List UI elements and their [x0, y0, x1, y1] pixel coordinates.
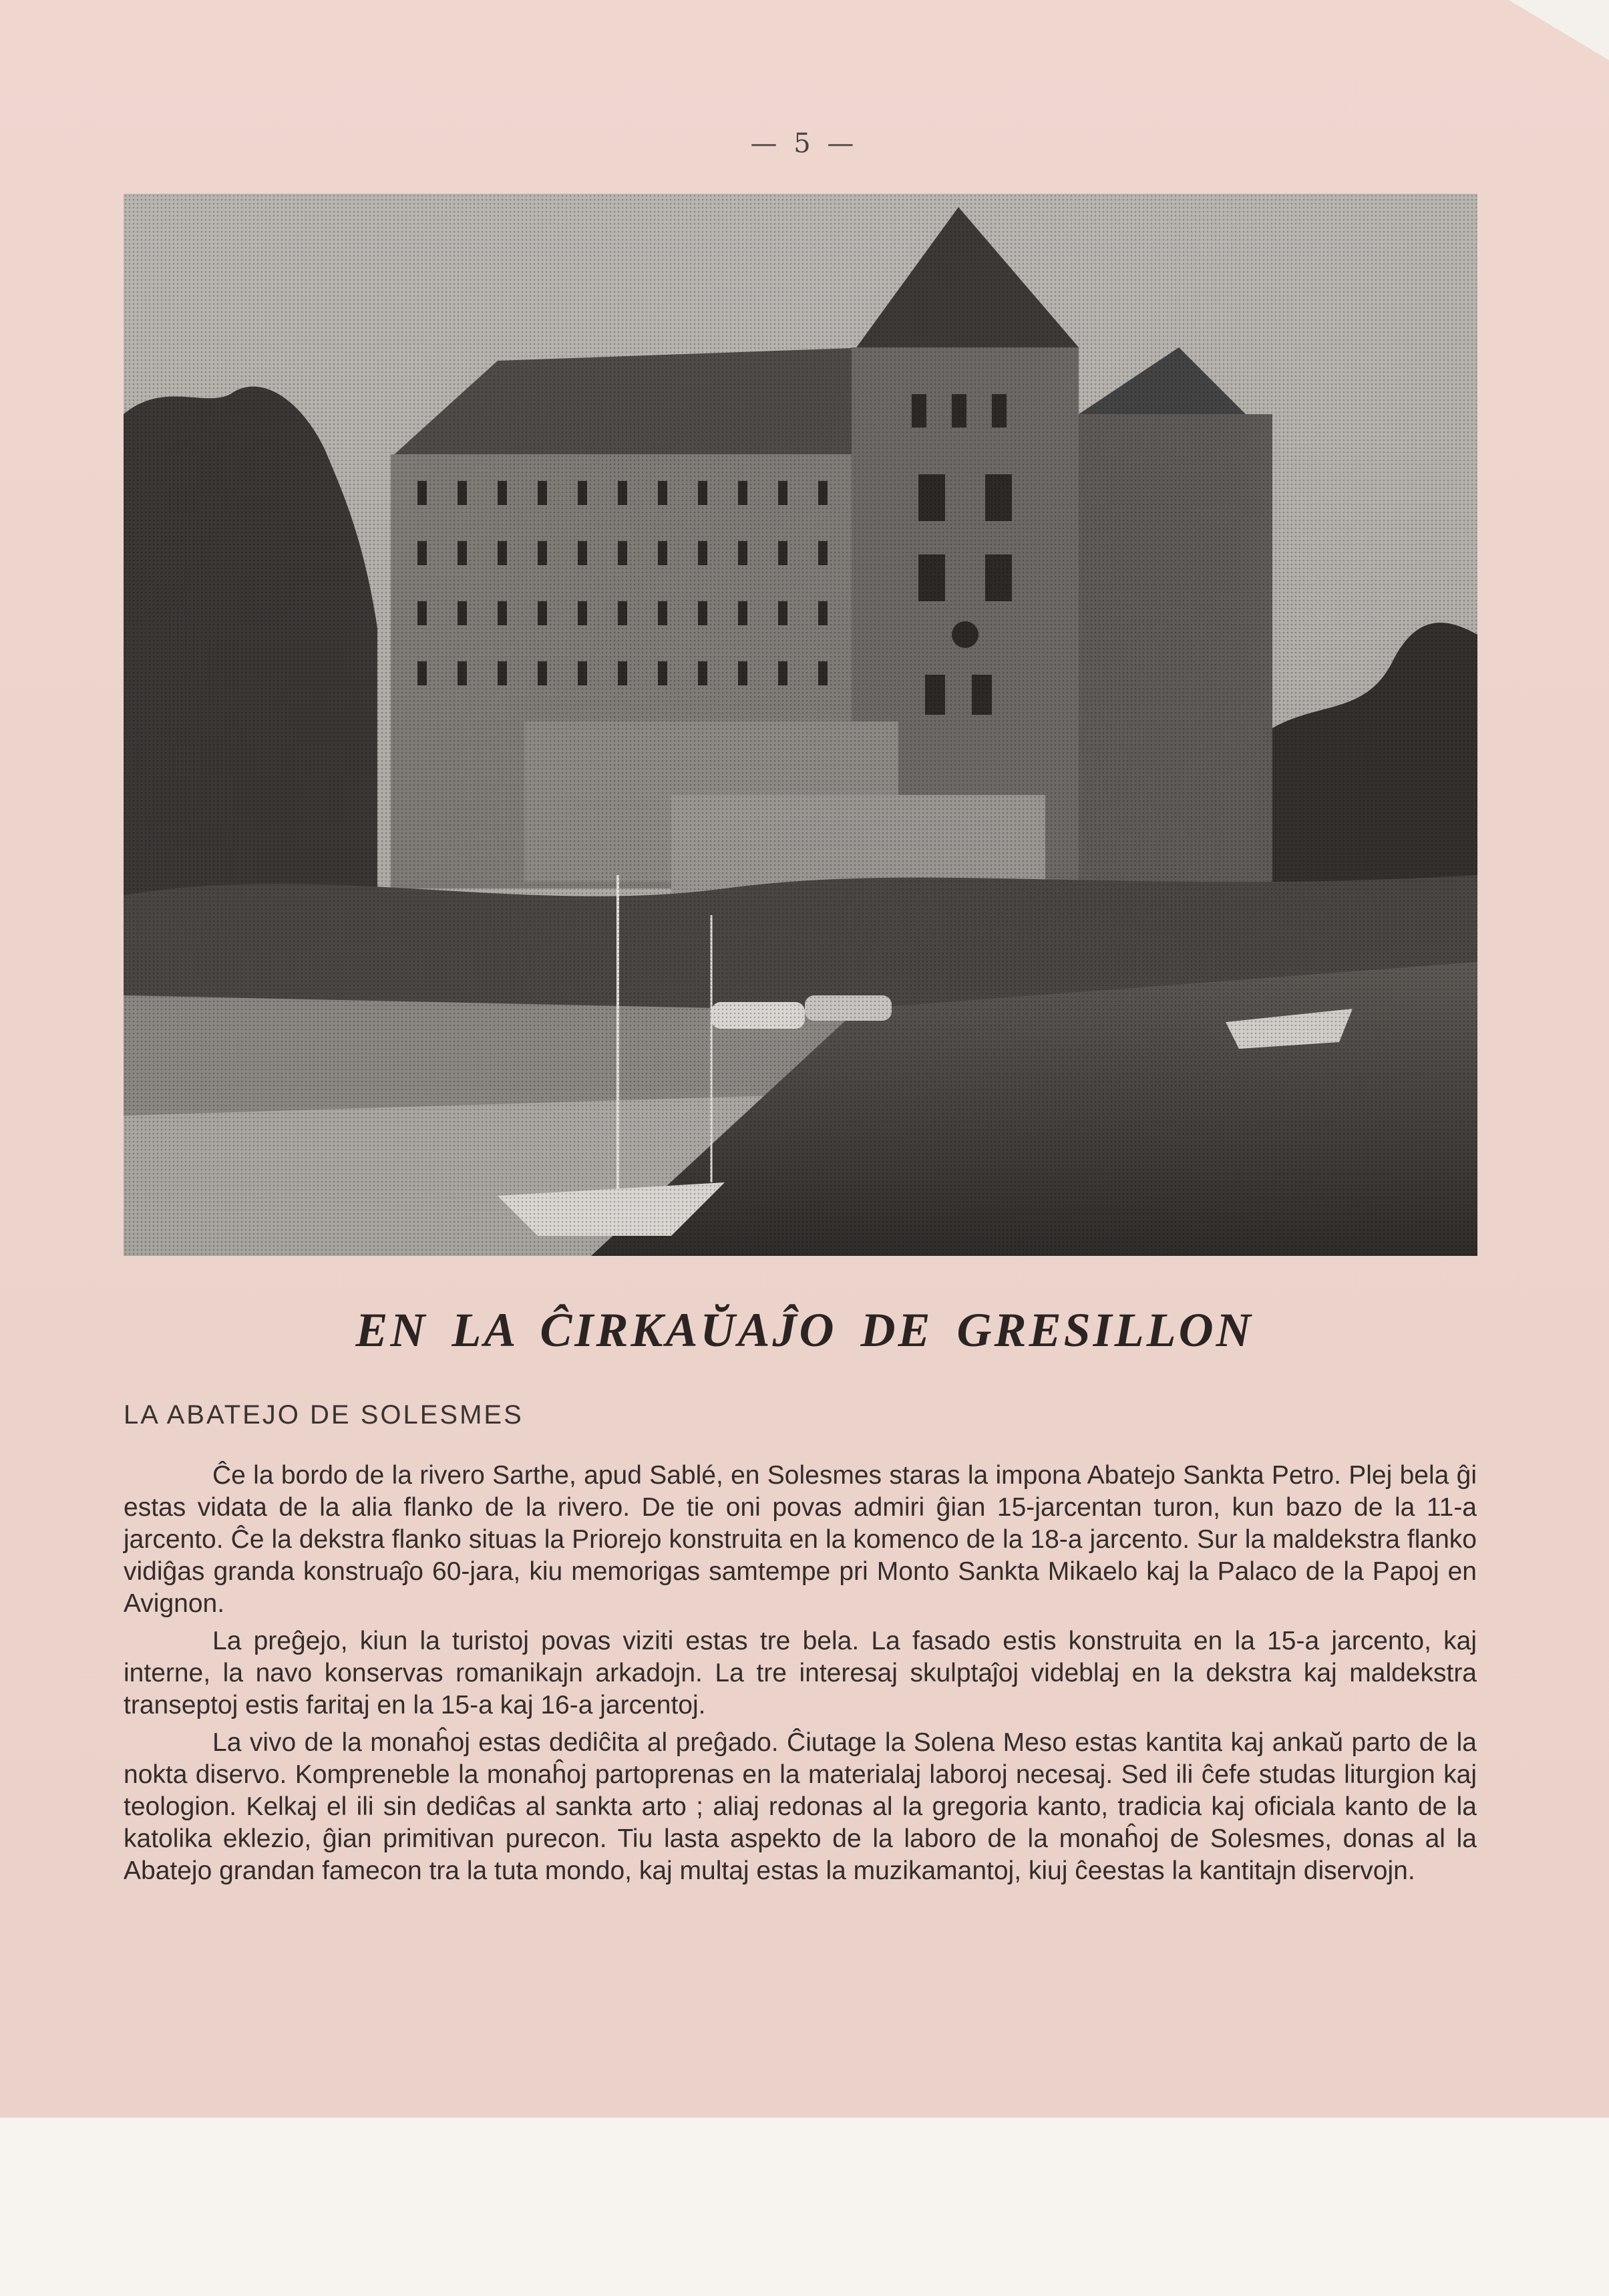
paragraph-1: Ĉe la bordo de la rivero Sarthe, apud Sablé, en Solesmes staras la impona Abatejo Sankta Petro. Plej bela ĝi estas vidata de la alia flanko de la rivero. De tie oni povas admiri ĝian 15-jarcentan turon, kun bazo de la 11-a jarcento. Ĉe la dekstra flanko situas la Priorejo konstruita en la komenco de la 18-a jarcento. Sur la maldekstra flanko vidiĝas granda konstruaĵo 60-jara, kiu memorigas samtempe pri Monto Sankta Mikaelo kaj la Palaco de la Papoj en Avignon.	[124, 1461, 1477, 1618]
abbey-photo	[124, 194, 1477, 1256]
folded-corner	[1509, 0, 1609, 60]
article-title: EN LA ĈIRKAŬAĴO DE GRESILLON	[355, 1303, 1254, 1357]
abbey-photo-icon	[124, 194, 1477, 1256]
article-body	[124, 1460, 1477, 1893]
article-subtitle: LA ABATEJO DE SOLESMES	[124, 1400, 524, 1430]
scan-background	[0, 2118, 1609, 2296]
paragraph-2: La preĝejo, kiun la turistoj povas viziti estas tre bela. La fasado estis konstruita en la 15-a jarcento, kaj interne, la navo konservas romanikajn arkadojn. La tre interesaj skulptaĵoj videblaj en la dekstra kaj maldekstra transeptoj estis faritaj en la 15-a kaj 16-a jarcentoj.	[124, 1627, 1477, 1719]
page-number: — 5 —	[750, 128, 858, 159]
paragraph-3: La vivo de la monaĥoj estas dediĉita al preĝado. Ĉiutage la Solena Meso estas kantita kaj ankaŭ parto de la nokta diservo. Kompreneble la monaĥoj partoprenas en la materialaj laboroj necesaj. Sed ili ĉefe studas liturgion kaj teologion. Kelkaj el ili sin dediĉas al sankta arto ; aliaj redonas al la gregoria kanto, tradicia kaj oficiala kanto de la katolika eklezio, ĝian primitivan purecon. Tiu lasta aspekto de la laboro de la monaĥoj de Solesmes, donas al la Abatejo grandan famecon tra la tuta mondo, kaj multaj estas la muzikamantoj, kiuj ĉeestas la kantitajn diservojn.	[124, 1728, 1477, 1885]
